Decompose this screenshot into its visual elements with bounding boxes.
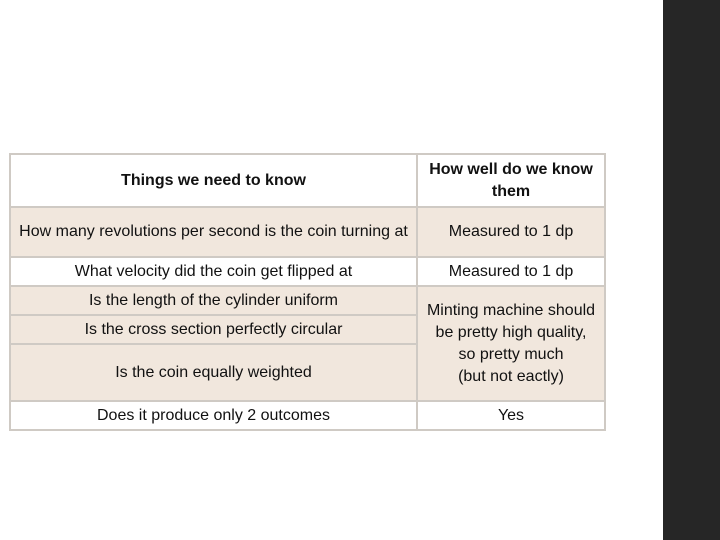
row-question-cell: What velocity did the coin get flipped at [10,257,417,286]
merged-answer-main: Minting machine should be pretty high quality, so pretty much [426,301,596,363]
row-answer-cell: Measured to 1 dp [417,257,605,286]
knowledge-table [9,153,606,431]
merged-answer-cell [417,286,605,401]
side-band [663,0,720,540]
row-answer-cell: Measured to 1 dp [417,207,605,257]
table-header-row [10,154,605,207]
row-answer-cell: Yes [417,401,605,430]
row-question-cell: How many revolutions per second is the coin turning at [10,207,417,257]
table-row [10,401,605,430]
table-row [10,207,605,257]
row-question-cell: Is the length of the cylinder uniform [10,286,417,315]
table-row [10,257,605,286]
header-how-well-do-we-know: How well do we know them [417,154,605,207]
header-things-we-need-to-know: Things we need to know [10,154,417,207]
merged-answer-note: (but not eactly) [458,367,564,385]
table-row [10,286,605,315]
row-question-cell: Does it produce only 2 outcomes [10,401,417,430]
row-question-cell: Is the coin equally weighted [10,344,417,401]
row-question-cell: Is the cross section perfectly circular [10,315,417,344]
